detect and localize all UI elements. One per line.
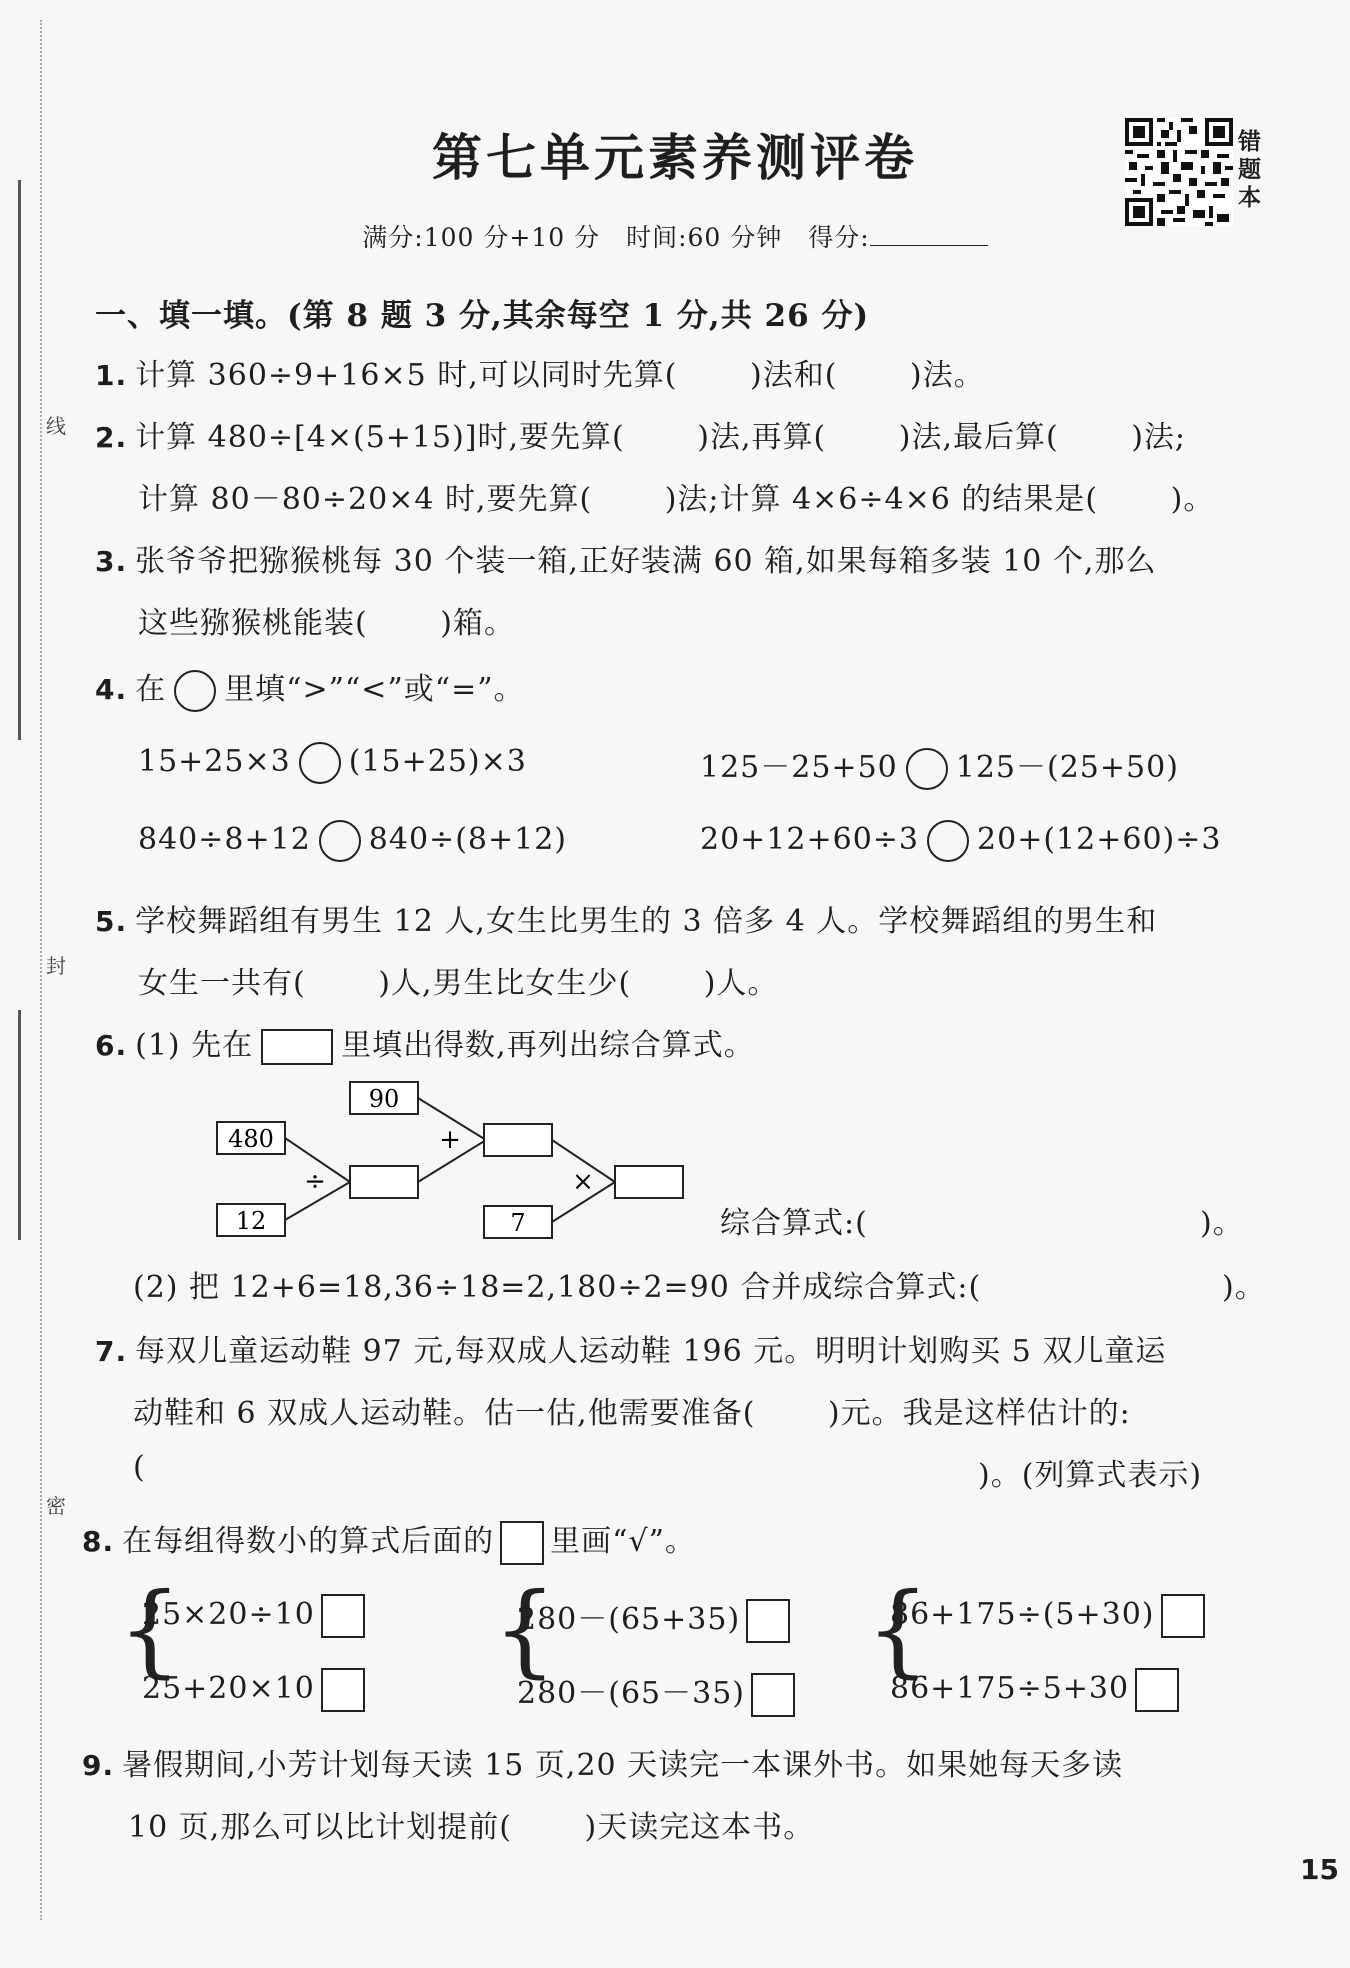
group-3-top	[890, 1594, 1211, 1638]
group-1-top	[142, 1594, 371, 1638]
question-number: 5.	[95, 905, 128, 938]
checkbox-icon	[500, 1521, 544, 1565]
expression: 280－(65+35)	[517, 1602, 741, 1637]
question-2-line2: 计算 80－80÷20×4 时,要先算( )法;计算 4×6÷4×6 的结果是( )。	[138, 482, 1215, 517]
question-text: 里填出得数,再列出综合算式。	[341, 1028, 755, 1063]
question-6-part2: (2) 把 12+6=18,36÷18=2,180÷2=90 合并成综合算式:(	[133, 1270, 982, 1305]
compare-item	[138, 820, 567, 862]
question-text: 每双儿童运动鞋 97 元,每双成人运动鞋 196 元。明明计划购买 5 双儿童运	[135, 1334, 1167, 1369]
expression: 280－(65－35)	[517, 1676, 746, 1711]
margin-mark-secret: 密	[46, 1494, 66, 1518]
question-9	[82, 1740, 1123, 1784]
compare-answer-circle[interactable]	[299, 742, 341, 784]
check-box[interactable]	[746, 1599, 790, 1643]
compare-left: 20+12+60÷3	[700, 822, 920, 857]
check-box[interactable]	[1161, 1594, 1205, 1638]
section-heading: 一、填一填。(第 8 题 3 分,其余每空 1 分,共 26 分)	[95, 298, 870, 334]
check-box[interactable]	[751, 1673, 795, 1717]
check-box[interactable]	[321, 1668, 365, 1712]
question-text: 计算 360÷9+16×5 时,可以同时先算( )法和( )法。	[135, 358, 985, 393]
expression: 25+20×10	[142, 1671, 315, 1706]
score-blank[interactable]	[870, 223, 988, 246]
group-2-bottom	[517, 1668, 801, 1717]
compare-circle-icon	[174, 670, 216, 712]
compare-item	[700, 742, 1179, 790]
question-text: 计算 480÷[4×(5+15)]时,要先算( )法,再算( )法,最后算( )法;	[135, 420, 1187, 455]
compare-item	[138, 742, 527, 784]
check-box[interactable]	[1135, 1668, 1179, 1712]
plus-operator: +	[439, 1125, 461, 1155]
question-text: 在每组得数小的算式后面的	[122, 1524, 495, 1559]
margin-mark-line: 线	[46, 414, 66, 438]
compare-right: 20+(12+60)÷3	[977, 822, 1222, 857]
question-number: 6.	[95, 1029, 128, 1062]
question-number: 7.	[95, 1335, 128, 1368]
question-5	[95, 896, 1157, 940]
divide-operator: ÷	[304, 1167, 326, 1197]
compare-answer-circle[interactable]	[927, 820, 969, 862]
answer-box-quotient[interactable]	[350, 1166, 418, 1198]
group-1-bottom	[142, 1668, 371, 1712]
question-number: 4.	[95, 673, 128, 706]
margin-bar	[18, 1010, 21, 1240]
question-text: 暑假期间,小芳计划每天读 15 页,20 天读完一本课外书。如果她每天多读	[122, 1748, 1124, 1783]
question-text: 在	[135, 672, 167, 707]
brace-icon: {	[118, 1571, 182, 1688]
question-1	[95, 350, 985, 394]
node-7-label: 7	[510, 1209, 526, 1237]
page-number: 15	[1300, 1853, 1339, 1886]
question-4	[95, 664, 525, 712]
question-2	[95, 412, 1186, 456]
group-3-bottom	[890, 1668, 1185, 1712]
combined-formula-label: 综合算式:(	[720, 1206, 868, 1241]
compare-left: 840÷8+12	[138, 822, 311, 857]
question-number: 9.	[82, 1749, 115, 1782]
check-box[interactable]	[321, 1594, 365, 1638]
compare-answer-circle[interactable]	[319, 820, 361, 862]
question-text: (1) 先在	[135, 1028, 254, 1063]
expression: 86+175÷5+30	[890, 1671, 1130, 1706]
qr-label: 错题本	[1238, 128, 1261, 211]
question-3	[95, 536, 1156, 580]
expression: 86+175÷(5+30)	[890, 1597, 1155, 1632]
combined-formula-end: )。	[1200, 1206, 1244, 1241]
question-7-line2: 动鞋和 6 双成人运动鞋。估一估,他需要准备( )元。我是这样估计的:	[133, 1396, 1131, 1431]
question-7-line3-close: )。(列算式表示)	[978, 1458, 1203, 1493]
expression: 25×20÷10	[142, 1597, 315, 1632]
question-6	[95, 1020, 755, 1065]
compare-right: 840÷(8+12)	[368, 822, 567, 857]
node-480-label: 480	[228, 1125, 274, 1153]
question-text: 学校舞蹈组有男生 12 人,女生比男生的 3 倍多 4 人。学校舞蹈组的男生和	[135, 904, 1158, 939]
margin-mark-seal: 封	[46, 954, 66, 978]
question-number: 1.	[95, 359, 128, 392]
compare-right: 125－(25+50)	[955, 750, 1179, 785]
question-text: 里画“√”。	[550, 1524, 696, 1559]
margin-bar	[18, 180, 21, 740]
compare-right: (15+25)×3	[348, 744, 527, 779]
question-number: 3.	[95, 545, 128, 578]
question-8	[82, 1516, 696, 1565]
question-7-line3-open: (	[133, 1450, 146, 1485]
calculation-flow-diagram	[200, 1070, 700, 1250]
compare-answer-circle[interactable]	[906, 748, 948, 790]
question-3-line2: 这些猕猴桃能装( )箱。	[138, 606, 515, 641]
times-operator: ×	[572, 1167, 594, 1197]
question-text: 里填“>”“<”或“=”。	[224, 672, 525, 707]
answer-box-sum[interactable]	[484, 1124, 552, 1156]
node-12-label: 12	[235, 1207, 267, 1235]
question-number: 8.	[82, 1525, 115, 1558]
question-text: 张爷爷把猕猴桃每 30 个装一箱,正好装满 60 箱,如果每箱多装 10 个,那么	[135, 544, 1157, 579]
brace-icon: {	[493, 1571, 557, 1688]
answer-box-product[interactable]	[615, 1166, 683, 1198]
brace-icon: {	[866, 1571, 930, 1688]
compare-left: 15+25×3	[138, 744, 291, 779]
binding-dotted-line	[40, 20, 42, 1920]
qr-code-icon[interactable]	[1125, 118, 1233, 226]
question-6-part2-end: )。	[1222, 1270, 1266, 1305]
question-5-line2: 女生一共有( )人,男生比女生少( )人。	[138, 966, 779, 1001]
exam-meta-text: 满分:100 分+10 分 时间:60 分钟 得分:	[362, 223, 870, 252]
answer-box-icon	[261, 1029, 333, 1065]
question-7	[95, 1326, 1166, 1370]
group-2-top	[517, 1594, 796, 1643]
compare-item	[700, 820, 1221, 862]
page-title: 第七单元素养测评卷	[432, 128, 918, 187]
node-90-label: 90	[368, 1085, 400, 1113]
question-number: 2.	[95, 421, 128, 454]
question-9-line2: 10 页,那么可以比计划提前( )天读完这本书。	[128, 1810, 815, 1845]
compare-left: 125－25+50	[700, 750, 898, 785]
